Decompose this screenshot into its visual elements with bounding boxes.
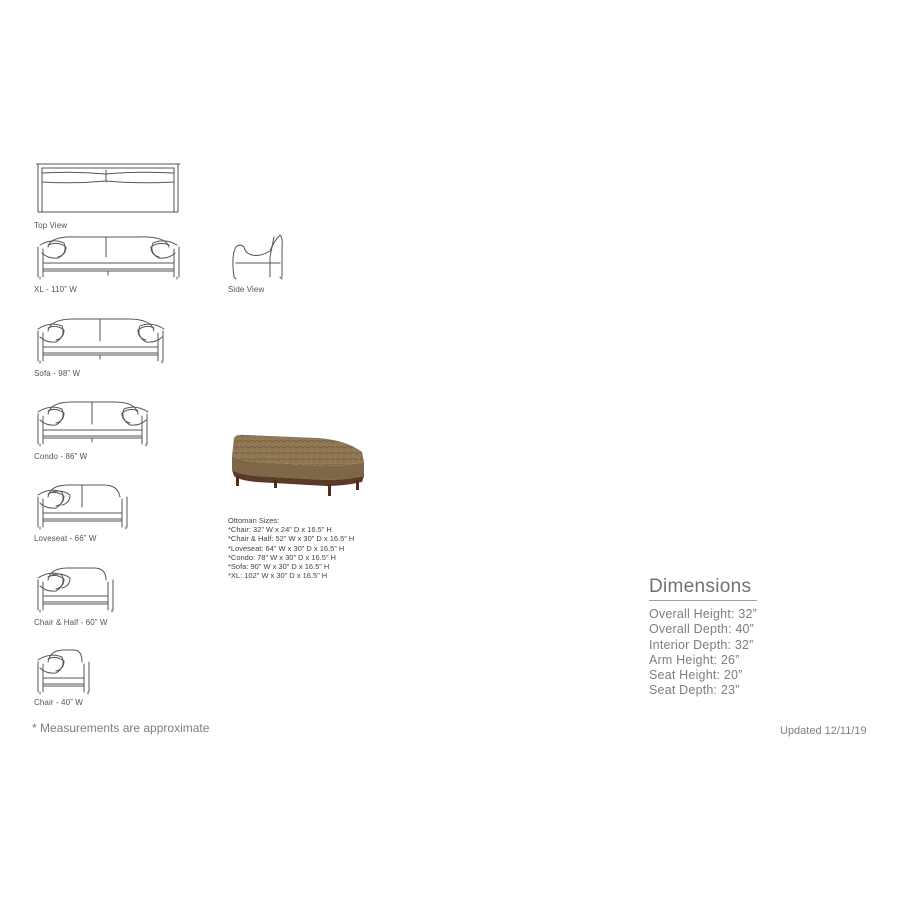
ottoman-sizes-title: Ottoman Sizes:	[228, 516, 280, 525]
top-view-label: Top View	[34, 221, 68, 230]
chair-and-half-drawing	[34, 564, 118, 614]
ottoman-size-item: *Chair: 32” W x 24” D x 16.5” H	[228, 525, 332, 535]
ottoman-size-item: *XL: 102” W x 30” D x 16.5” H	[228, 571, 328, 581]
dimension-item: Interior Depth: 32”	[649, 637, 754, 652]
chair-drawing	[34, 646, 94, 696]
ottoman-sizes	[228, 516, 354, 580]
ottoman-size-item: *Sofa: 90” W x 30” D x 16.5” H	[228, 562, 330, 572]
loveseat-size-label: Loveseat - 66” W	[34, 534, 97, 543]
xl-sofa-drawing	[36, 233, 182, 281]
dimension-item: Arm Height: 26”	[649, 652, 740, 667]
ottoman-size-item: *Chair & Half: 52” W x 30” D x 16.5” H	[228, 534, 355, 544]
ottoman-size-item: *Loveseat: 64” W x 30” D x 16.5” H	[228, 543, 345, 553]
dimension-item: Overall Depth: 40”	[649, 622, 755, 637]
ottoman-size-item: *Condo: 78” W x 30” D x 16.5” H	[228, 552, 336, 562]
dimensions-divider	[649, 600, 757, 601]
chair-and-half-size-label: Chair & Half - 60” W	[34, 618, 108, 627]
side-view-drawing	[230, 233, 286, 281]
side-view-label: Side View	[228, 285, 265, 294]
ottoman-image	[226, 432, 368, 500]
xl-size-label: XL - 110” W	[34, 285, 77, 294]
measurement-footnote: * Measurements are approximate	[32, 721, 210, 735]
dimension-item: Overall Height: 32”	[649, 607, 758, 621]
updated-date: Updated 12/11/19	[780, 725, 867, 737]
sofa-size-label: Sofa - 98” W	[34, 369, 81, 378]
dimensions-title: Dimensions	[649, 576, 752, 597]
chair-size-label: Chair - 40” W	[34, 698, 83, 707]
sofa-drawing	[34, 315, 168, 365]
dimension-item: Seat Height: 20”	[649, 668, 743, 683]
condo-drawing	[34, 398, 152, 448]
condo-size-label: Condo - 86” W	[34, 452, 88, 461]
top-view-drawing	[36, 162, 182, 216]
loveseat-drawing	[34, 481, 132, 531]
dimension-item: Seat Depth: 23”	[649, 683, 740, 698]
dimensions-list	[649, 607, 757, 699]
